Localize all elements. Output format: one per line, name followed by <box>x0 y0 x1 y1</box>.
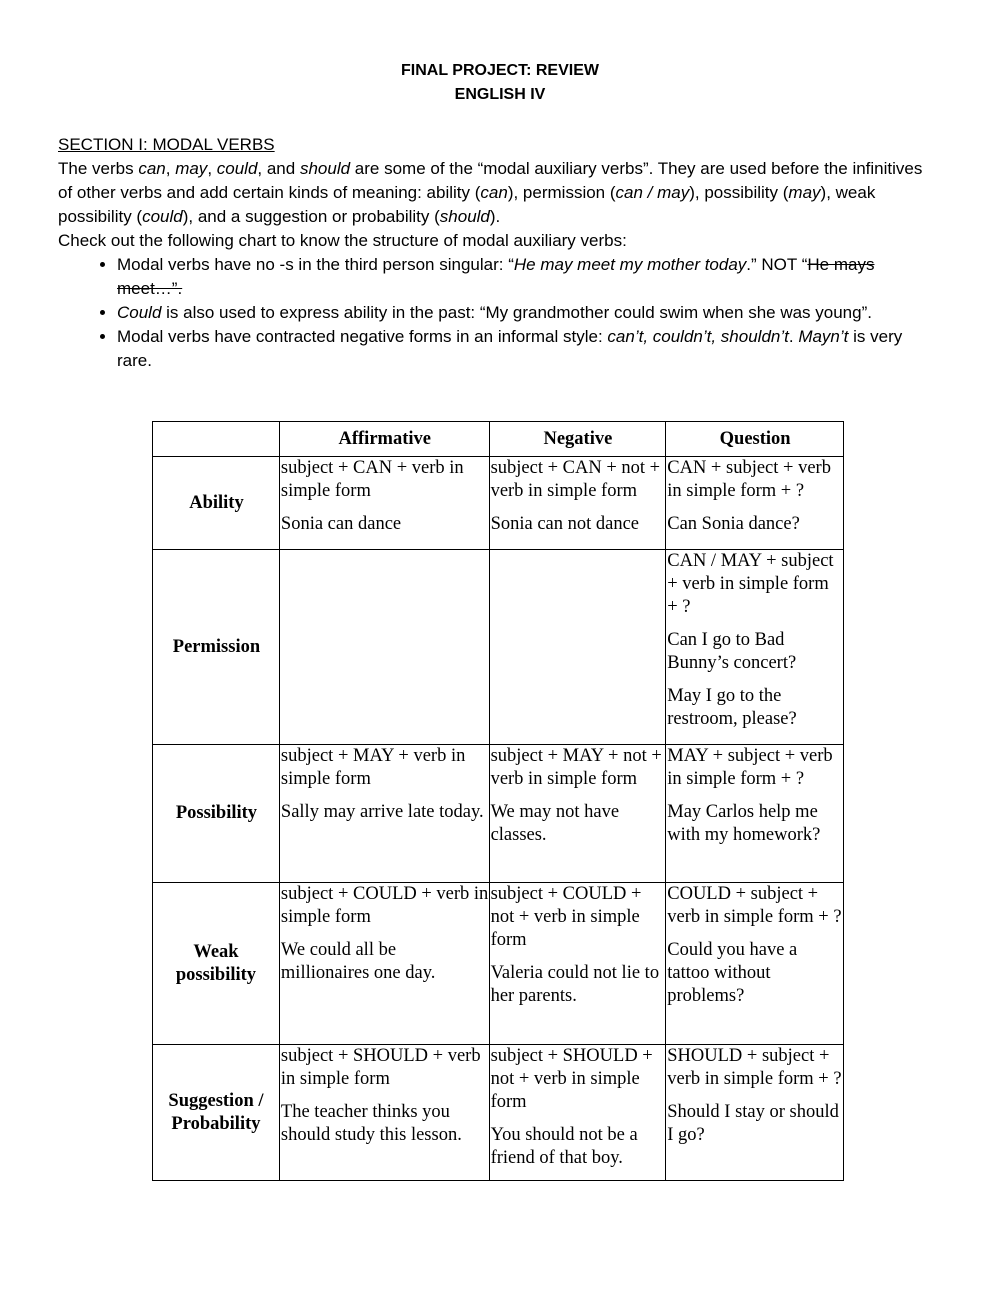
structure: subject + CAN + not + verb in simple form <box>490 458 661 501</box>
text: ). <box>489 207 501 226</box>
row-label-permission: Permission <box>153 550 280 745</box>
structure: subject + COULD + not + verb in simple form <box>490 884 642 950</box>
term-can: can <box>480 183 508 202</box>
affirmative-cell <box>279 457 489 550</box>
structure: SHOULD + subject + verb in simple form + ? <box>667 1046 842 1089</box>
row-label-possibility: Possibility <box>153 745 280 883</box>
text: The verbs <box>58 159 139 178</box>
question-cell <box>666 457 844 550</box>
affirmative-cell <box>279 883 489 1045</box>
structure: subject + SHOULD + not + verb in simple form <box>490 1046 653 1112</box>
text: , <box>207 159 217 178</box>
struck-example: He mays meet…”. <box>117 255 875 298</box>
example: Can Sonia dance? <box>667 514 800 534</box>
structure: CAN / MAY + subject + verb in simple form + ? <box>667 551 834 617</box>
example: You should not be a friend of that boy. <box>490 1125 638 1168</box>
example: We may not have classes. <box>490 802 620 845</box>
affirmative-cell <box>279 550 489 745</box>
term-could: could <box>142 207 183 226</box>
intro-section <box>58 133 938 373</box>
text: are some of the “modal auxiliary verbs”. They are used before the infinitives of other verbs and add certain kinds of meaning: ability ( <box>58 159 923 202</box>
term-should: should <box>439 207 490 226</box>
bullet-list <box>58 253 938 373</box>
term-can-may: can / may <box>615 183 690 202</box>
header-negative: Negative <box>489 422 666 457</box>
modal-verbs-table <box>152 421 844 1181</box>
question-cell <box>666 745 844 883</box>
example: Valeria could not lie to her parents. <box>490 963 660 1006</box>
example: May Carlos help me with my homework? <box>667 802 821 845</box>
row-label-suggestion-probability: Suggestion / Probability <box>153 1045 280 1181</box>
text: ), possibility ( <box>689 183 789 202</box>
example: Could you have a tattoo without problems? <box>667 940 798 1006</box>
table-row <box>153 745 844 883</box>
negative-cell <box>489 1045 666 1181</box>
negative-cell <box>489 745 666 883</box>
example: Can I go to Bad Bunny’s concert? <box>667 630 797 673</box>
table-row <box>153 457 844 550</box>
text: . <box>788 327 799 346</box>
example: He may meet my mother today <box>513 255 747 274</box>
text: .” NOT “ <box>746 255 808 274</box>
example: Should I stay or should I go? <box>667 1102 839 1145</box>
section-heading: SECTION I: MODAL VERBS <box>58 135 275 154</box>
text: ), permission ( <box>507 183 616 202</box>
contracted-forms: can’t, couldn’t, shouldn’t <box>607 327 789 346</box>
bullet-item <box>117 253 938 301</box>
text: , and <box>257 159 300 178</box>
affirmative-cell <box>279 1045 489 1181</box>
document-subtitle: ENGLISH IV <box>454 86 546 103</box>
text: ), and a suggestion or probability ( <box>182 207 440 226</box>
structure: CAN + subject + verb in simple form + ? <box>667 458 831 501</box>
question-cell <box>666 550 844 745</box>
example: Sally may arrive late today. <box>280 802 484 822</box>
term-could: could <box>216 159 258 178</box>
bullet-item <box>117 325 938 373</box>
term-maynt: Mayn’t <box>798 327 849 346</box>
example: The teacher thinks you should study this lesson. <box>280 1102 462 1145</box>
table-row <box>153 883 844 1045</box>
term-should: should <box>299 159 351 178</box>
text: , <box>165 159 176 178</box>
negative-cell <box>489 883 666 1045</box>
chart-intro: Check out the following chart to know the structure of modal auxiliary verbs: <box>58 231 627 250</box>
structure: subject + MAY + not + verb in simple form <box>490 746 662 789</box>
example: Sonia can not dance <box>490 514 640 534</box>
term-can: can <box>138 159 166 178</box>
bullet-item <box>117 301 938 325</box>
question-cell <box>666 883 844 1045</box>
document-title: FINAL PROJECT: REVIEW <box>401 62 599 79</box>
header-question: Question <box>666 422 844 457</box>
negative-cell <box>489 457 666 550</box>
structure: subject + CAN + verb in simple form <box>280 458 464 501</box>
structure: MAY + subject + verb in simple form + ? <box>667 746 833 789</box>
text: is also used to express ability in the past: “My grandmother could swim when she was young”. <box>161 303 872 322</box>
row-label-weak-possibility: Weak possibility <box>153 883 280 1045</box>
structure: subject + COULD + verb in simple form <box>280 884 489 927</box>
row-label-ability: Ability <box>153 457 280 550</box>
term-could: Could <box>117 303 162 322</box>
table-row <box>153 1045 844 1181</box>
table-row <box>153 550 844 745</box>
table-header-row <box>153 422 844 457</box>
structure: subject + SHOULD + verb in simple form <box>280 1046 481 1089</box>
text: Modal verbs have contracted negative forms in an informal style: <box>117 327 608 346</box>
structure: subject + MAY + verb in simple form <box>280 746 466 789</box>
text: ), weak possibility ( <box>58 183 876 226</box>
header-cell-empty <box>153 422 280 457</box>
example: We could all be millionaires one day. <box>280 940 436 983</box>
example: May I go to the restroom, please? <box>667 686 797 729</box>
term-may: may <box>175 159 208 178</box>
example: Sonia can dance <box>280 514 402 534</box>
affirmative-cell <box>279 745 489 883</box>
intro-paragraph <box>58 157 938 229</box>
structure: COULD + subject + verb in simple form + ? <box>667 884 842 927</box>
question-cell <box>666 1045 844 1181</box>
term-may: may <box>788 183 821 202</box>
header-affirmative: Affirmative <box>279 422 489 457</box>
text: Modal verbs have no -s in the third person singular: “ <box>117 255 514 274</box>
text: is very rare. <box>117 327 903 370</box>
negative-cell <box>489 550 666 745</box>
